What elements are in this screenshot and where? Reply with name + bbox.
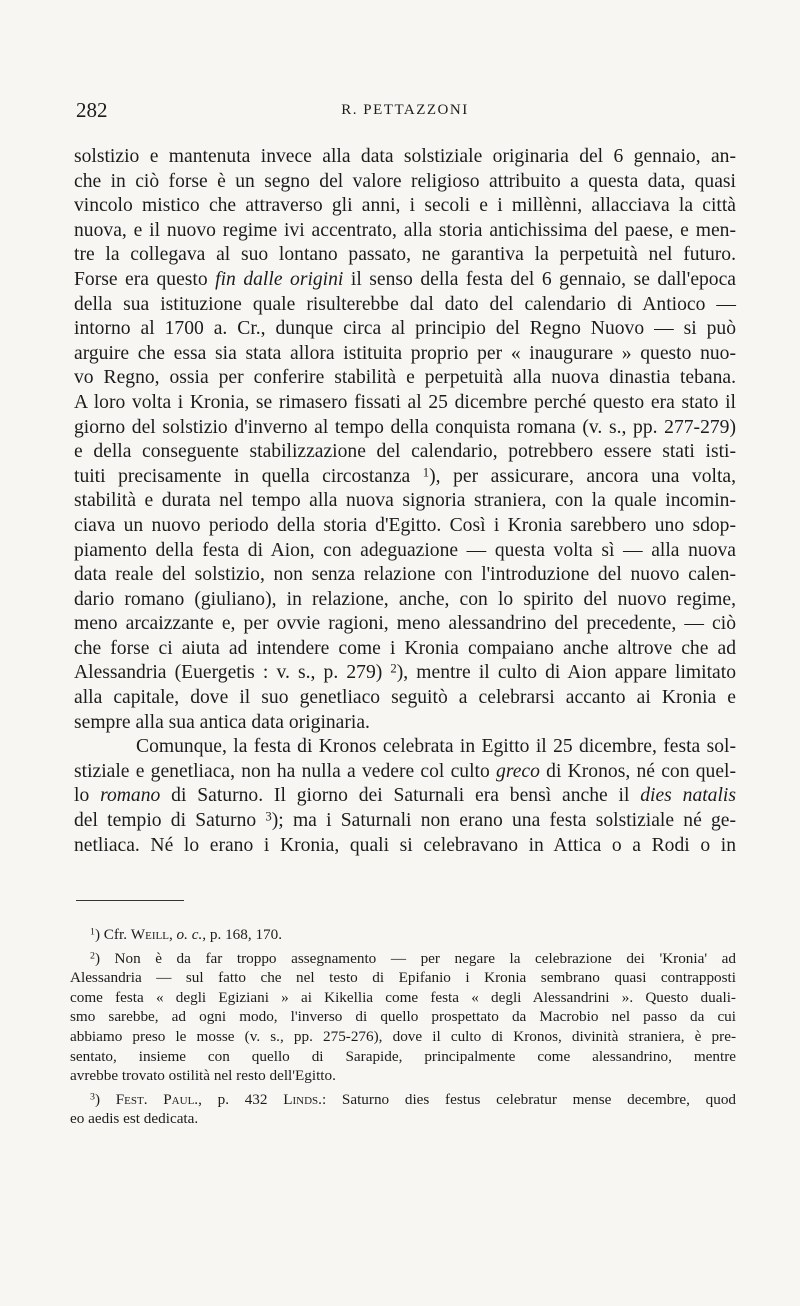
text-run: di Kronos, né con quel- — [539, 760, 736, 782]
author-name: Weill — [130, 926, 169, 943]
italic-word: greco — [496, 760, 540, 782]
text-line: giorno del solstizio d'inverno al tempo della conquista romana (v. s., pp. 277-279) — [74, 416, 736, 438]
text-line: smo sarebbe, ad ogni modo, l'inverso di quello prospettato da Macrobio nel passo da cui — [70, 1008, 736, 1026]
text-line: abbiamo preso le mosse (v. s., pp. 275-276), dove il culto di Kronos, divinità straniera, è pre- — [70, 1027, 736, 1045]
text-run: di Saturno. Il giorno dei Saturnali era bensì anche il — [160, 785, 641, 807]
text-run: ) Non è da far troppo assegnamento — per negare la celebrazione dei 'Kronia' ad — [94, 949, 736, 967]
text-line: nuova, e il nuovo regime ivi accentrato, alla storia antichissima del paese, e men- — [74, 219, 736, 241]
text-line: della sua istituzione quale risulterebbe dal dato del calendario di Antioco — — [74, 293, 736, 315]
paragraph-1 — [74, 145, 736, 735]
text-line: vincolo mistico che attraverso gli anni, i secoli e i millènni, allacciava la città — [74, 195, 736, 217]
author-name: Fest. Paul. — [115, 1090, 199, 1108]
text-run: ) Cfr. — [94, 926, 131, 943]
text-line: avrebbe trovato ostilità nel resto dell'Egitto. — [70, 1067, 336, 1085]
italic-word: romano — [100, 785, 161, 807]
text-line: stabilità e durata nel tempo alla nuova signoria straniera, con la quale incomin- — [74, 490, 736, 512]
footnote-marker: 1 — [90, 926, 95, 938]
page-number: 282 — [76, 98, 108, 122]
text-run: ) — [94, 1090, 116, 1108]
text-line: sentato, insieme con quello di Sarapide, principalmente come alessandrino, mentre — [70, 1047, 736, 1065]
text-line: netliaca. Né lo erano i Kronia, quali si celebravano in Attica o a Rodi o in — [74, 834, 736, 856]
text-line: che in ciò forse è un segno del valore religioso attribuito a questa data, quasi — [74, 170, 736, 192]
text-run: Forse era questo — [74, 268, 216, 290]
text-run: ); ma i Saturnali non erano una festa solstiziale né ge- — [271, 810, 736, 832]
text-line: A loro volta i Kronia, se rimasero fissati al 25 dicembre perché questo era stato il — [74, 391, 736, 413]
text-run: lo — [74, 785, 101, 807]
text-line — [74, 784, 736, 809]
text-line: sempre alla sua antica data originaria. — [74, 711, 370, 733]
paragraph-2 — [74, 735, 736, 858]
text-line: che forse ci aiuta ad intendere come i Kronia compaiano anche altrove che ad — [74, 637, 736, 659]
italic-phrase: dies natalis — [640, 785, 736, 807]
text-line — [74, 268, 736, 293]
footnote-3 — [70, 1090, 736, 1129]
page-header — [76, 98, 734, 126]
text-run: Alessandria (Euergetis : v. s., p. 279) — [74, 662, 391, 684]
text-line: come festa « degli Egiziani » ai Kikellia come festa « degli Alessandrini ». Questo duali- — [70, 988, 736, 1006]
text-line: ciava un nuovo periodo della storia d'Egitto. Così i Kronia sarebbero uno sdop- — [74, 514, 736, 536]
author-name: Linds. — [283, 1090, 322, 1108]
text-run: ), mentre il culto di Aion appare limitato — [396, 662, 736, 684]
text-line: Alessandria — sul fatto che nel testo di Epifanio i Kronia sembrano quasi contrapposti — [70, 969, 736, 987]
text-run: tuiti precisamente in quella circostanza — [74, 465, 423, 487]
text-line: Comunque, la festa di Kronos celebrata in Egitto il 25 dicembre, festa sol- — [136, 736, 736, 758]
text-run: stiziale e genetliaca, non ha nulla a vedere col culto — [74, 760, 497, 782]
text-run: , p. 168, 170. — [202, 926, 283, 943]
text-run: ), per assicurare, ancora una volta, — [429, 465, 736, 487]
text-line: arguire che essa sia stata allora istituita proprio per « inaugurare » questo nuo- — [74, 342, 736, 364]
text-line: e della conseguente stabilizzazione del calendario, potrebbero essere stati isti- — [74, 441, 736, 463]
text-line: solstizio e mantenuta invece alla data solstiziale originaria del 6 gennaio, an- — [74, 146, 736, 167]
footnote-ref-3[interactable]: 3 — [265, 809, 272, 824]
text-line: eo aedis est dedicata. — [70, 1110, 199, 1128]
text-line — [74, 760, 736, 785]
text-line — [74, 661, 736, 686]
text-run: del tempio di Saturno — [74, 810, 266, 832]
text-line: data reale del solstizio, non senza relazione con l'introduzione del nuovo calen- — [74, 564, 736, 586]
footnote-marker: 3 — [90, 1091, 95, 1103]
text-run: , p. 432 — [198, 1090, 284, 1108]
footnote-ref-2[interactable]: 2 — [390, 661, 397, 676]
text-line: piamento della festa di Aion, con adeguazione — questa volta sì — alla nuova — [74, 539, 736, 561]
footnote-separator — [76, 900, 184, 901]
text-line — [70, 949, 736, 969]
main-text — [74, 145, 736, 858]
text-line — [74, 465, 736, 490]
footnote-ref-1[interactable]: 1 — [422, 465, 430, 479]
text-line: meno arcaizzante e, per ovvie ragioni, meno alessandrino del precedente, — ciò — [74, 613, 736, 635]
text-line: tre la collegava al suo lontano passato, ne garantiva la perpetuità nel futuro. — [74, 244, 736, 266]
text-line: intorno al 1700 a. Cr., dunque circa al principio del Regno Nuovo — si può — [74, 318, 736, 340]
text-run: il senso della festa del 6 gennaio, se dall'epoca — [343, 268, 737, 290]
text-line — [70, 1090, 736, 1110]
text-run: : Saturno dies festus celebratur mense decembre, quod — [321, 1090, 737, 1108]
footnote-marker: 2 — [90, 950, 95, 962]
footnote-1 — [70, 925, 736, 945]
text-run: , — [168, 926, 177, 943]
footnotes — [70, 925, 736, 1133]
italic-abbrev: o. c. — [176, 926, 203, 943]
running-head: R. PETTAZZONI — [341, 102, 469, 118]
text-line — [70, 925, 736, 945]
text-line: dario romano (giuliano), in relazione, anche, con lo spirito del nuovo regime, — [74, 588, 736, 610]
italic-phrase: fin dalle origini — [215, 268, 344, 290]
text-line — [74, 809, 736, 834]
footnote-2 — [70, 949, 736, 1086]
text-line: vo Regno, ossia per conferire stabilità e perpetuità alla nuova dinastia tebana. — [74, 367, 736, 389]
text-line: alla capitale, dove il suo genetliaco seguitò a celebrarsi accanto ai Kronia e — [74, 687, 736, 709]
